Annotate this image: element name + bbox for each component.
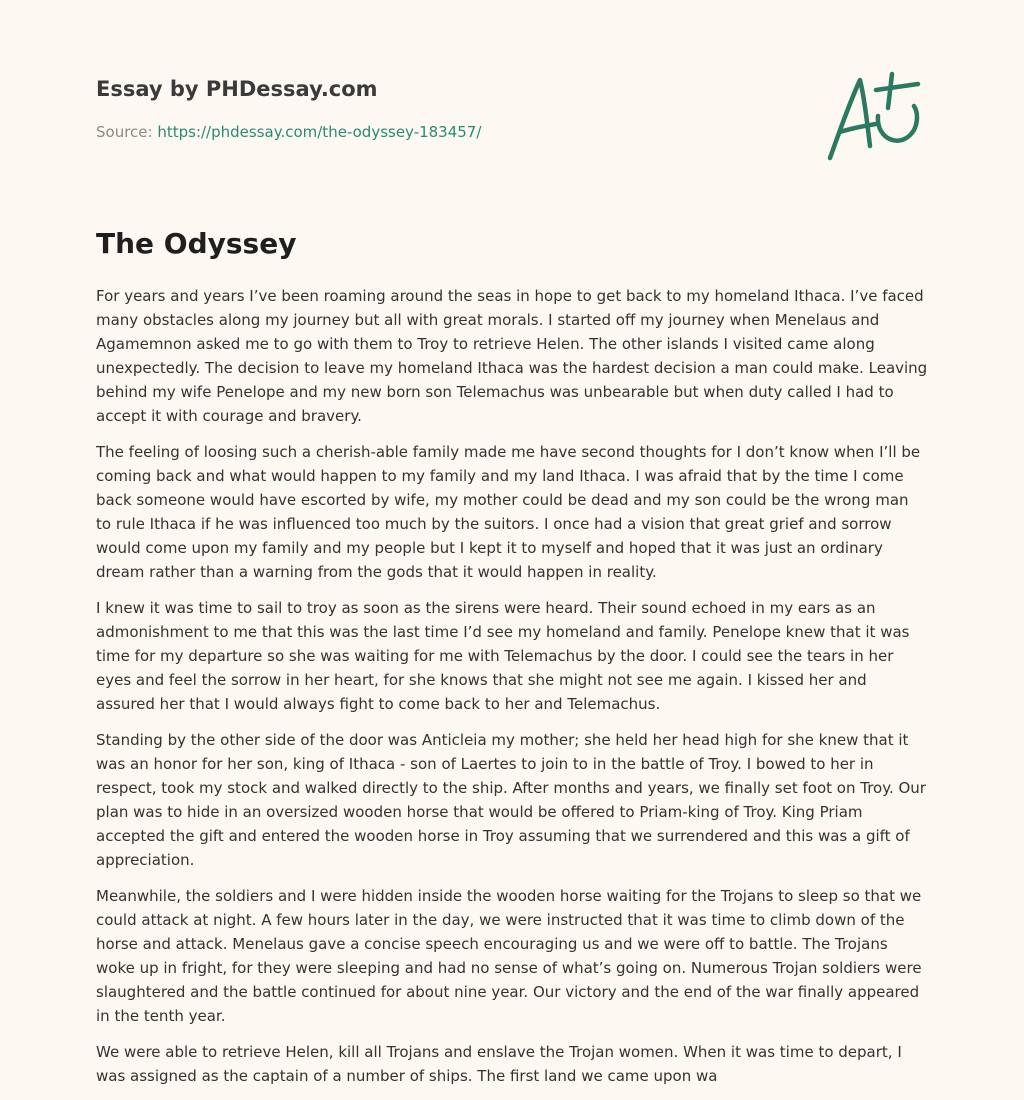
essay-body [96, 284, 928, 1100]
a-plus-logo-icon [818, 66, 928, 166]
essay-paragraph: We were able to retrieve Helen, kill all Trojans and enslave the Trojan women. When it was time to depart, I was assigned as the captain of a number of ships. The first land we came upon wa [96, 1043, 902, 1085]
essay-paragraph: The feeling of loosing such a cherish-able family made me have second thoughts for I don’t know when I’ll be coming back and what would happen to my family and my land Ithaca. I was afraid that by the time I come back someone would have escorted by wife, my mother could be dead and my son could be the wrong man to rule Ithaca if he was influenced too much by the suitors. I once had a vision that great grief and sorrow would come upon my family and my people but I kept it to myself and hoped that it was just an ordinary dream rather than a warning from the gods that it would happen in reality. [96, 443, 921, 581]
essay-title: The Odyssey [96, 227, 297, 260]
essay-paragraph: I knew it was time to sail to troy as soon as the sirens were heard. Their sound echoed in my ears as an admonishment to me that this was the last time I’d see my homeland and family. Penelope knew that it was time for my departure so she was waiting for me with Telemachus by the door. I could see the tears in her eyes and feel the sorrow in her heart, for she knows that she might not see me again. I kissed her and assured her that I would always fight to come back to her and Telemachus. [96, 599, 910, 713]
essay-paragraph: Meanwhile, the soldiers and I were hidden inside the wooden horse waiting for the Trojans to sleep so that we could attack at night. A few hours later in the day, we were instructed that it was time to climb down of the horse and attack. Menelaus gave a concise speech encouraging us and we were off to battle. The Trojans woke up in fright, for they were sleeping and had no sense of what’s going on. Numerous Trojan soldiers were slaughtered and the battle continued for about nine year. Our victory and the end of the war finally appeared in the tenth year. [96, 887, 922, 1025]
site-brand: Essay by PHDessay.com [96, 77, 378, 101]
a-plus-logo-graphic [818, 66, 928, 166]
source-link[interactable]: https://phdessay.com/the-odyssey-183457/ [157, 123, 482, 141]
essay-paragraph: Standing by the other side of the door was Anticleia my mother; she held her head high for she knew that it was an honor for her son, king of Ithaca - son of Laertes to join to in the battle of Troy. I bowed to her in respect, took my stock and walked directly to the ship. After months and years, we finally set foot on Troy. Our plan was to hide in an oversized wooden horse that would be offered to Priam-king of Troy. King Priam accepted the gift and entered the wooden horse in Troy assuming that we surrendered and this was a gift of appreciation. [96, 731, 926, 869]
essay-paragraph: For years and years I’ve been roaming around the seas in hope to get back to my homeland Ithaca. I’ve faced many obstacles along my journey but all with great morals. I started off my journey when Menelaus and Agamemnon asked me to go with them to Troy to retrieve Helen. The other islands I visited came along unexpectedly. The decision to leave my homeland Ithaca was the hardest decision a man could make. Leaving behind my wife Penelope and my new born son Telemachus was unbearable but when duty called I had to accept it with courage and bravery. [96, 287, 928, 425]
site-header [96, 74, 796, 142]
source-line [96, 122, 796, 142]
source-label: Source: [96, 123, 158, 141]
